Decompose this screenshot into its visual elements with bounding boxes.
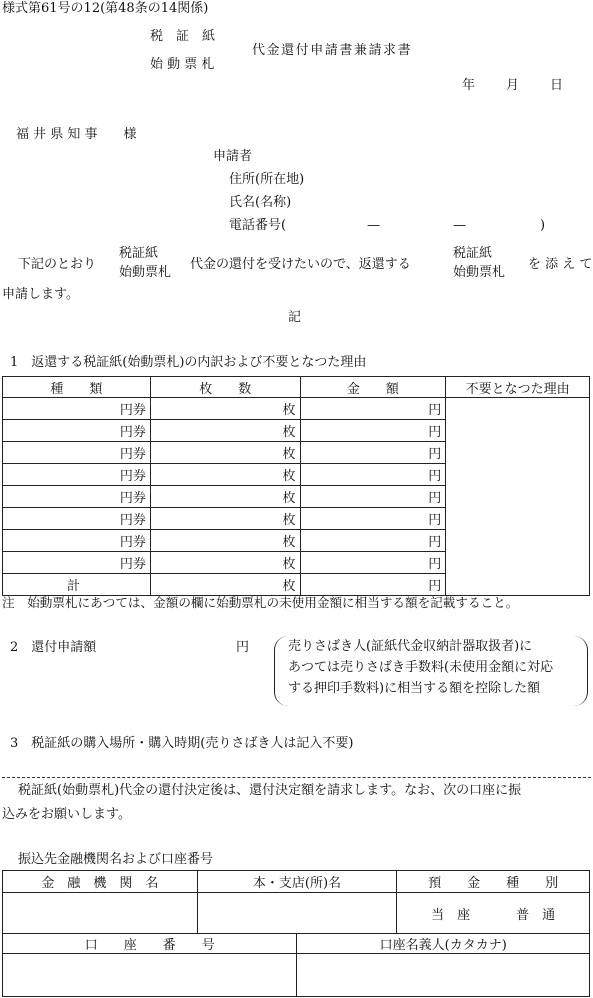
header-amount: 金 額	[300, 377, 446, 398]
deposit-type-ordinary[interactable]: 普 通	[516, 907, 556, 923]
cell-amount[interactable]: 円	[300, 530, 446, 552]
cell-amount[interactable]: 円	[300, 486, 446, 508]
header-account-holder: 口座名義人(カタカナ)	[297, 934, 590, 954]
title-stack-top: 税 証 紙	[150, 29, 216, 44]
total-count[interactable]: 枚	[150, 574, 300, 596]
header-count: 枚 数	[150, 377, 300, 398]
intro-stack2-bottom: 始動票札	[453, 265, 506, 280]
cell-type[interactable]: 円券	[3, 486, 151, 508]
header-deposit-type: 預 金 種 別	[397, 871, 590, 893]
section2-unit: 円	[236, 640, 250, 655]
date-month: 月	[506, 78, 520, 93]
header-branch-name: 本・支店(所)名	[197, 871, 397, 893]
title-stack-bottom: 始 動 票 札	[150, 57, 215, 72]
intro-part3: を 添 え て	[528, 257, 593, 272]
total-amount[interactable]: 円	[300, 574, 446, 596]
page-title: 代金還付申請書兼請求書	[252, 43, 413, 58]
deduction-note-line: 売りさばき人(証紙代金収納計器取扱者)に	[288, 639, 533, 654]
cell-count[interactable]: 枚	[150, 486, 300, 508]
account-number-field[interactable]	[3, 954, 297, 997]
cell-type[interactable]: 円券	[3, 464, 151, 486]
cell-count[interactable]: 枚	[150, 398, 300, 420]
cell-count[interactable]: 枚	[150, 508, 300, 530]
deduction-note-line: あつては売りさばき手数料(未使用金額に対応	[288, 660, 554, 675]
cell-count[interactable]: 枚	[150, 420, 300, 442]
intro-part2: 代金の還付を受けたいので、返還する	[190, 257, 411, 272]
cell-count[interactable]: 枚	[150, 442, 300, 464]
table-header-row	[3, 377, 590, 398]
cell-type[interactable]: 円券	[3, 552, 151, 574]
applicant-label: 申請者	[213, 149, 253, 164]
header-reason: 不要となつた理由	[446, 377, 590, 398]
request-line-1: 税証紙(始動票札)代金の還付決定後は、還付決定額を請求します。なお、次の口座に振	[18, 783, 522, 798]
cell-type[interactable]: 円券	[3, 530, 151, 552]
phone-close: )	[540, 218, 546, 233]
intro-part1: 下記のとおり	[18, 257, 97, 272]
date-day: 日	[550, 78, 564, 93]
phone-dash-1: —	[367, 218, 380, 233]
section1-heading: 1 返還する税証紙(始動票札)の内訳および不要となつた理由	[10, 355, 367, 370]
bank-account-table	[2, 870, 590, 997]
cell-amount[interactable]: 円	[300, 464, 446, 486]
intro-stack2-top: 税証紙	[453, 246, 493, 261]
cell-amount[interactable]: 円	[300, 420, 446, 442]
header-type: 種 類	[3, 377, 151, 398]
cell-type[interactable]: 円券	[3, 508, 151, 530]
account-holder-field[interactable]	[297, 954, 590, 997]
applicant-phone-label: 電話番号(	[229, 218, 287, 233]
cell-amount[interactable]: 円	[300, 442, 446, 464]
table-row	[3, 398, 590, 420]
cell-amount[interactable]: 円	[300, 398, 446, 420]
section3-heading: 3 税証紙の購入場所・購入時期(売りさばき人は記入不要)	[10, 736, 354, 751]
intro-line2: 申請します。	[2, 287, 79, 302]
reason-cell[interactable]	[446, 398, 590, 596]
total-label: 計	[3, 574, 151, 596]
date-year: 年	[462, 78, 476, 93]
phone-dash-2: —	[453, 218, 466, 233]
branch-name-field[interactable]	[197, 893, 397, 934]
deduction-note-line: する押印手数料)に相当する額を控除した額	[288, 681, 541, 696]
cell-amount[interactable]: 円	[300, 552, 446, 574]
intro-stack1-top: 税証紙	[119, 246, 159, 261]
note-text: 注 始動票札にあつては、金額の欄に始動票札の未使用金額に相当する額を記載すること。	[2, 595, 519, 610]
section2-label: 2 還付申請額	[10, 640, 97, 655]
cell-count[interactable]: 枚	[150, 552, 300, 574]
cell-type[interactable]: 円券	[3, 398, 151, 420]
form-number: 様式第61号の12(第48条の14関係)	[2, 1, 209, 16]
cell-type[interactable]: 円券	[3, 442, 151, 464]
ki-heading: 記	[288, 310, 302, 325]
cell-count[interactable]: 枚	[150, 530, 300, 552]
addressee: 福 井 県 知 事 様	[16, 127, 137, 142]
cut-line	[2, 777, 591, 778]
cell-amount[interactable]: 円	[300, 508, 446, 530]
return-breakdown-table	[2, 376, 590, 596]
cell-type[interactable]: 円券	[3, 420, 151, 442]
deposit-type-current[interactable]: 当 座	[431, 907, 471, 923]
deposit-type-field[interactable]	[397, 893, 590, 934]
bank-heading: 振込先金融機関名および口座番号	[18, 852, 214, 867]
request-line-2: 込みをお願いします。	[2, 807, 131, 822]
applicant-name-label: 氏名(名称)	[229, 195, 292, 210]
intro-stack1-bottom: 始動票札	[119, 265, 172, 280]
header-bank-name: 金 融 機 関 名	[3, 871, 198, 893]
header-account-number: 口 座 番 号	[3, 934, 297, 954]
applicant-address-label: 住所(所在地)	[229, 172, 305, 187]
cell-count[interactable]: 枚	[150, 464, 300, 486]
bank-name-field[interactable]	[3, 893, 198, 934]
